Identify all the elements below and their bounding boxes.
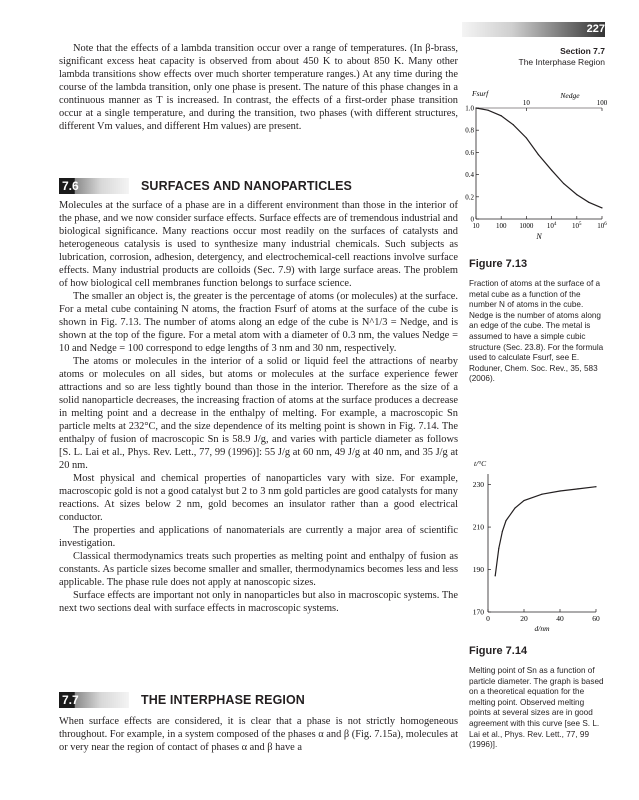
x-tick-label: $10^5$	[572, 222, 582, 230]
section-title: SURFACES AND NANOPARTICLES	[141, 179, 352, 193]
data-point	[502, 531, 503, 532]
y-tick-label: 190	[472, 565, 484, 575]
data-point	[505, 520, 506, 521]
section-7-6-heading	[59, 177, 352, 195]
section-number-badge	[59, 692, 129, 708]
y-axis-label: t/°C	[474, 459, 487, 468]
page-number: 227	[586, 23, 605, 35]
y-tick-label: 210	[472, 522, 484, 532]
y-axis-label: Fsurf	[472, 89, 489, 98]
intro-paragraph: Note that the effects of a lambda transition occur over a range of temperatures. (In β-brass, significant excess heat capacity is observed from about 450 K to about 850 K. Many other lambda transitions show effects over much shorter temperature ranges.) At any time during the course of the lambda transition, only one phase is present. The nature of this phase changes in a continuous manner as T is increased. In contrast, the effects of a first-order phase transition occur at a single temperature, and during the transition, two phases (with different structures, different Vm values, and different Hm values) are present.	[59, 43, 458, 132]
figure-7-13-chart	[462, 82, 612, 252]
melting-point-curve	[495, 487, 596, 576]
intro-text	[59, 42, 458, 133]
y-tick-label: 170	[472, 607, 484, 617]
data-point	[563, 183, 564, 184]
data-point	[526, 137, 527, 138]
data-point	[475, 107, 476, 108]
data-point	[498, 548, 499, 549]
section-number: 7.6	[62, 179, 79, 193]
x-tick-label: 20	[520, 614, 528, 623]
x-tick-label: 100	[495, 222, 507, 230]
x-axis-label: N	[536, 232, 542, 241]
x-tick-label: 0	[486, 614, 490, 623]
section-number-badge	[59, 178, 129, 194]
x-tick-label: 1000	[519, 222, 534, 230]
body-paragraph: Surface effects are important not only in nanoparticles but also in macroscopic systems. The next two sections deal with surface effects in macroscopic systems.	[59, 590, 458, 614]
data-point	[577, 488, 578, 489]
data-point	[559, 490, 560, 491]
running-section-title: The Interphase Region	[518, 57, 605, 67]
fsurf-curve	[476, 108, 602, 208]
y-tick-label: 0.4	[465, 171, 474, 180]
figure-7-13-label: Figure 7.13	[469, 258, 528, 270]
top-tick-label: 10	[522, 99, 530, 107]
data-point	[551, 170, 552, 171]
section-7-7-body	[59, 715, 458, 754]
body-paragraph: Classical thermodynamics treats such properties as melting point and enthalpy of fusion as constants. As particle sizes become smaller and smaller, thermodynamics becomes less and less applicable. The phase rule does not apply at nanoscopic sizes.	[59, 551, 458, 588]
section-7-6-body	[59, 199, 458, 615]
y-tick-label: 230	[472, 480, 484, 490]
section-7-7-heading	[59, 691, 305, 709]
data-point	[541, 494, 542, 495]
body-paragraph: The atoms or molecules in the interior of a solid or liquid feel the attractions of nearby atoms or molecules on all sides, but atoms or molecules at the surface experience fewer attractions and so are less tightly bound than those in the interior. Therefore as the size of a solid nanoparticle decreases, the increasing fraction of atoms at the surface produces a decrease in melting point and a decrease in the enthalpy of melting. For example, a macroscopic Sn particle melts at 232°C, and the size dependence of its melting point is shown in Fig. 7.14. The enthalpy of fusion of macroscopic Sn is 58.9 J/g, and varies with particle diameter as follows [S. L. Lai et al., Phys. Rev. Lett., 77, 99 (1996)]: 55 J/g at 60 nm, 49 J/g at 40 nm, and 35 J/g at 20 nm.	[59, 356, 458, 471]
data-point	[501, 115, 502, 116]
body-paragraph: The smaller an object is, the greater is the percentage of atoms (or molecules) at the surface. For a metal cube containing N atoms, the fraction Fsurf of atoms at the surface of the cube is shown in Fig. 7.13. The number of atoms along an edge of the cube is N^1/3 = Nedge, and is shown at the top of the figure. For a metal atom with a diameter of 0.3 nm, the values Nedge = 10 and Nedge = 100 correspond to edge lengths of 3 nm and 30 nm, respectively.	[59, 291, 458, 354]
x-tick-label: $10^4$	[546, 222, 557, 230]
section-number: 7.7	[62, 693, 79, 707]
data-point	[576, 194, 577, 195]
data-point	[487, 110, 488, 111]
data-point	[514, 507, 515, 508]
top-tick-label: 100	[596, 99, 608, 107]
data-point	[595, 486, 596, 487]
section-title: THE INTERPHASE REGION	[141, 693, 305, 707]
figure-7-13-caption: Fraction of atoms at the surface of a metal cube as a function of the number N of atoms in the cube. Nedge is the number of atoms along an edge of the cube. The metal is assumed to have a simple cubic structure (Sec. 23.8). For the formula used to calculate Fsurf, see E. Roduner, Chem. Soc. Rev., 35, 583 (2006).	[469, 279, 604, 384]
y-tick-label: 0	[470, 215, 474, 224]
body-paragraph: Most physical and chemical properties of nanoparticles vary with size. For example, macroscopic gold is not a good catalyst but 2 to 3 nm gold particles are good catalysts for many reactions. At sizes below 2 nm, gold becomes an insulator rather than a good electrical conductor.	[59, 473, 458, 523]
figure-7-14-caption: Melting point of Sn as a function of particle diameter. The graph is based on a theoretical equation for the melting point. Observed melting points at several sizes are in good agreement with this curve [see S. L. Lai et al., Phys. Rev. Lett., 77, 99 (1996)].	[469, 666, 604, 750]
figure-7-14-label: Figure 7.14	[469, 645, 528, 657]
data-point	[588, 202, 589, 203]
data-point	[495, 575, 496, 576]
y-tick-label: 0.6	[465, 148, 474, 157]
body-paragraph: Molecules at the surface of a phase are in a different environment than those in the interior of the phase, and we now consider surface effects. Surface effects are of tremendous industrial and biological significance. Many reactions occur most readily on the surfaces of catalysts and heterogeneous catalysis is used to synthesize many industrial chemicals. Such subjects as lubrication, corrosion, adhesion, detergency, and electrochemical-cell reactions involve surface effects. Many industrial products are colloids (Sec. 7.9) with large surface areas. The problem of how biological cell membranes function belongs to surface science.	[59, 200, 458, 289]
data-point	[523, 500, 524, 501]
figure-7-14-chart	[462, 452, 612, 637]
x-axis-label: d/nm	[534, 624, 550, 633]
running-section-label: Section 7.7	[560, 46, 605, 56]
x-tick-label: 40	[556, 614, 564, 623]
x-tick-label: 10	[472, 222, 480, 230]
data-point	[513, 124, 514, 125]
x-tick-label: 60	[592, 614, 600, 623]
data-point	[538, 154, 539, 155]
data-point	[601, 207, 602, 208]
y-tick-label: 1.0	[465, 104, 474, 113]
y-tick-label: 0.2	[465, 193, 474, 202]
x-tick-label: $10^6$	[597, 222, 607, 230]
body-paragraph: When surface effects are considered, it is clear that a phase is not strictly homogeneous throughout. For example, in a system composed of the phases α and β (Fig. 7.15a), molecules at or very near the region of contact of phases α and β have a	[59, 716, 458, 753]
y-tick-label: 0.8	[465, 126, 474, 135]
body-paragraph: The properties and applications of nanomaterials are currently a major area of scientific investigation.	[59, 525, 458, 549]
top-axis-label: Nedge	[560, 91, 580, 100]
